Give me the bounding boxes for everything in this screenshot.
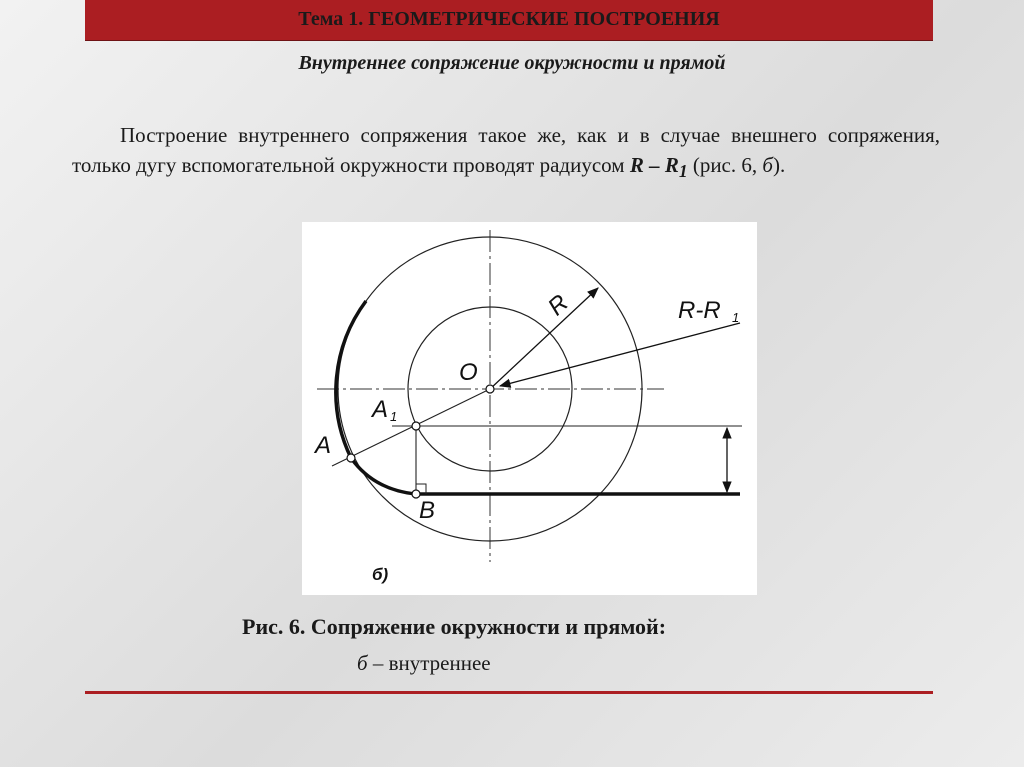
outer-arc-bold [336, 301, 366, 458]
label-a1-sub: 1 [390, 409, 398, 424]
point-a1 [412, 422, 420, 430]
label-r-r1: R-R [678, 297, 721, 324]
label-panel: б) [372, 565, 389, 584]
point-o [486, 385, 494, 393]
body-paragraph [72, 120, 940, 186]
figure-drawing [302, 222, 757, 595]
mating-arc [351, 458, 416, 494]
subtitle: Внутреннее сопряжение окружности и прямой [298, 52, 726, 74]
body-text: Построение внутреннего сопряжения такое же, как и в случае внешнего сопряжения, только дугу вспомогательной окружности проводят радиусом [72, 123, 940, 177]
title-bar: Тема 1. ГЕОМЕТРИЧЕСКИЕ ПОСТРОЕНИЯ [85, 0, 933, 41]
figure-ref: б [762, 153, 773, 177]
formula: R – R [629, 153, 679, 177]
label-a1: A [372, 396, 389, 423]
label-r-r1-sub: 1 [732, 310, 740, 325]
caption-letter: б [357, 651, 368, 675]
figure-caption: Рис. 6. Сопряжение окружности и прямой: [242, 614, 667, 639]
point-a [347, 454, 355, 462]
label-a: A [315, 432, 332, 459]
construction-diagram [302, 222, 757, 595]
formula-sub: 1 [678, 161, 688, 182]
radius-line-a [332, 389, 490, 466]
label-r: R [542, 289, 574, 322]
body-text-end: ). [772, 153, 786, 177]
figure-caption-sub [357, 651, 491, 676]
footer-divider [85, 691, 933, 694]
caption-sub-text: – внутреннее [367, 651, 491, 675]
radius-diff-arrow [500, 323, 740, 386]
label-o: O [459, 359, 478, 386]
label-b: B [419, 497, 436, 524]
body-text-after: (рис. 6, [687, 153, 763, 177]
